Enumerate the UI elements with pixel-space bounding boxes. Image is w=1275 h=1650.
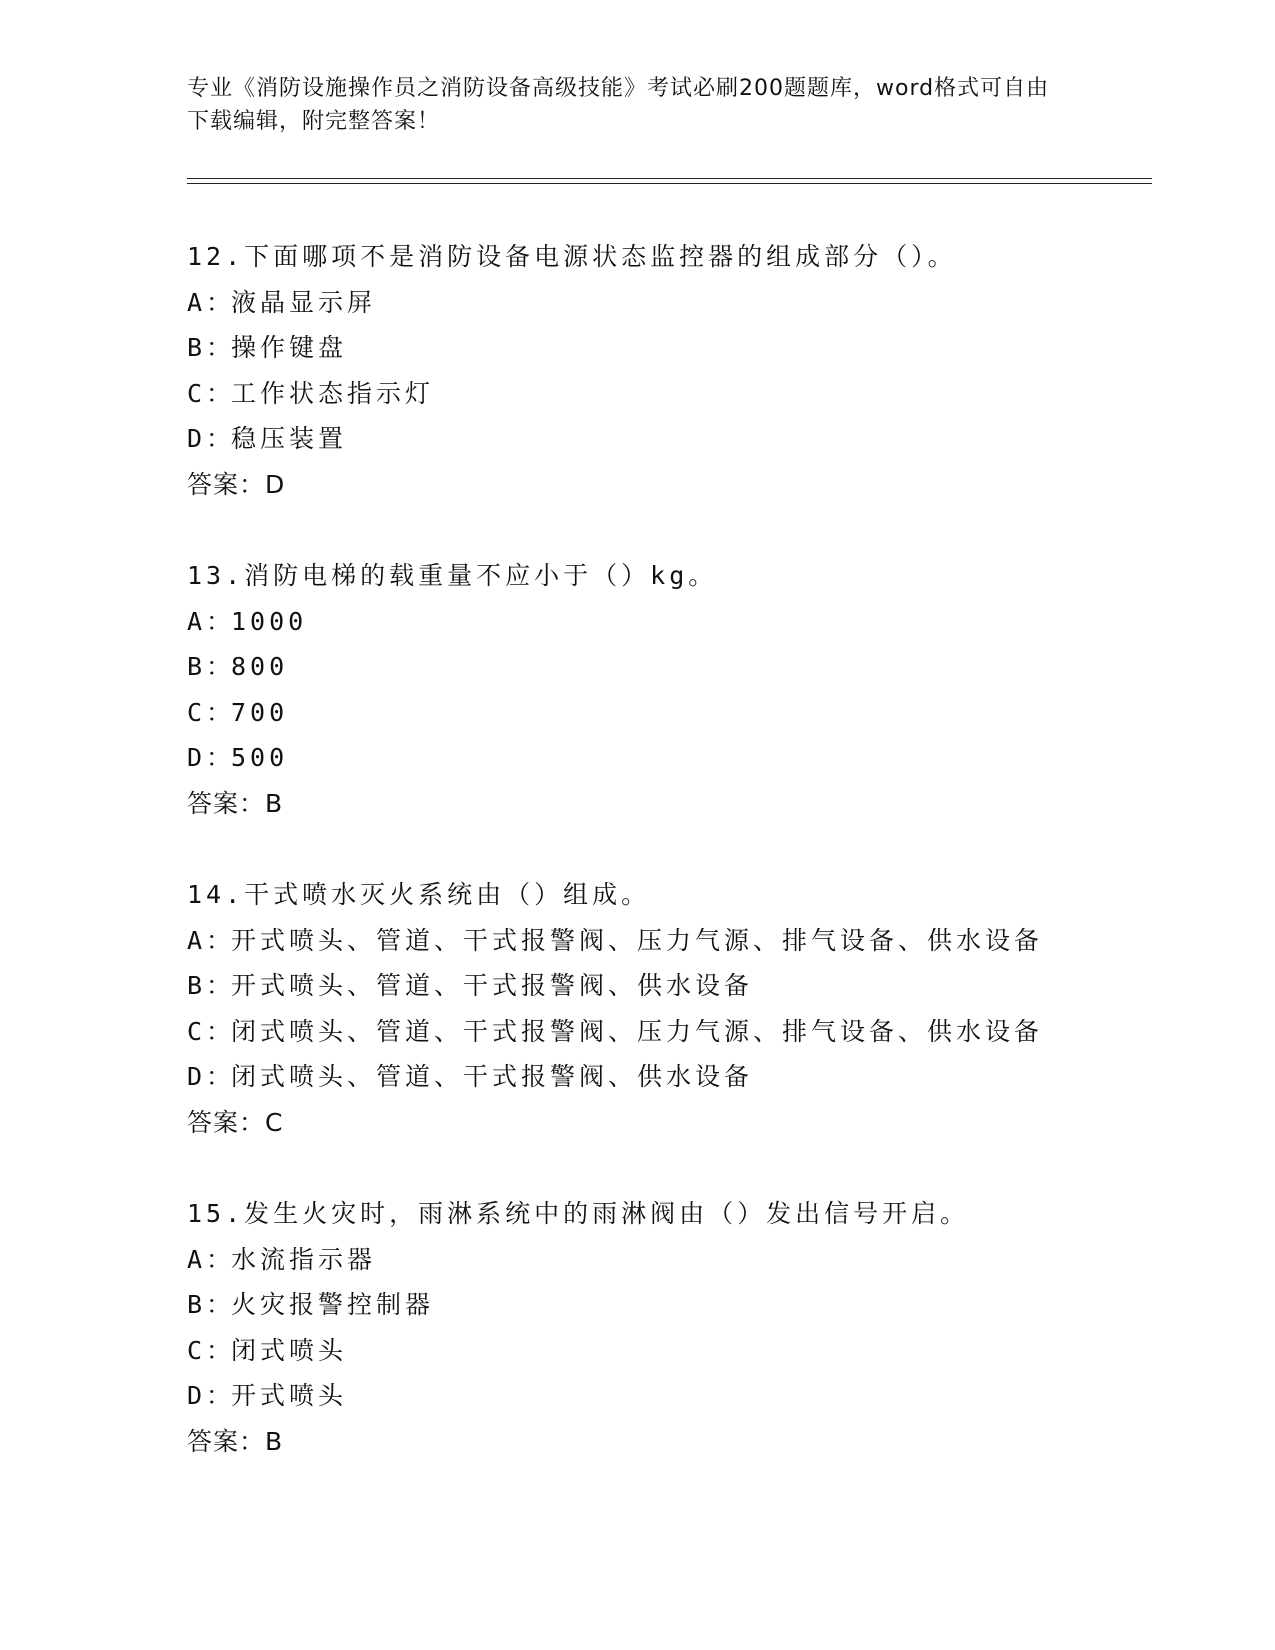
option-letter: C： — [187, 1335, 236, 1365]
option-text: 工作状态指示灯 — [231, 378, 435, 408]
option-d — [187, 416, 1167, 462]
option-a — [187, 1237, 1167, 1283]
option-b — [187, 1282, 1167, 1328]
question-stem: 13.消防电梯的载重量不应小于（）kg。 — [187, 561, 718, 590]
option-letter: D： — [187, 743, 236, 772]
header-divider-top — [187, 178, 1152, 179]
header-divider-bottom — [187, 183, 1152, 184]
option-d — [187, 1373, 1167, 1419]
question-13 — [187, 553, 1167, 826]
option-d — [187, 1054, 1167, 1100]
option-letter: A： — [187, 287, 236, 317]
answer-line: 答案：B — [187, 1426, 284, 1456]
question-12 — [187, 234, 1167, 507]
option-b — [187, 325, 1167, 371]
option-text: 1000 — [231, 606, 308, 636]
option-text: 700 — [231, 697, 289, 727]
option-a — [187, 280, 1167, 326]
option-letter: A： — [187, 1244, 236, 1274]
option-text: 开式喷头、管道、干式报警阀、压力气源、排气设备、供水设备 — [231, 925, 1044, 955]
option-letter: B： — [187, 333, 236, 362]
answer-line: 答案：C — [187, 1107, 284, 1137]
option-letter: D： — [187, 1381, 236, 1410]
option-letter: C： — [187, 1016, 236, 1046]
option-letter: A： — [187, 925, 236, 955]
document-header: 专业《消防设施操作员之消防设备高级技能》考试必刷200题题库，word格式可自由下载编辑，附完整答案！ — [187, 76, 1050, 134]
option-c — [187, 1328, 1167, 1374]
option-text: 开式喷头、管道、干式报警阀、供水设备 — [231, 971, 754, 1000]
option-c — [187, 1009, 1167, 1055]
option-b — [187, 644, 1167, 690]
question-stem: 14.干式喷水灭火系统由（）组成。 — [187, 880, 651, 909]
option-letter: C： — [187, 697, 236, 727]
option-letter: B： — [187, 652, 236, 681]
option-a — [187, 918, 1167, 964]
option-letter: D： — [187, 424, 236, 453]
option-b — [187, 963, 1167, 1009]
option-text: 闭式喷头、管道、干式报警阀、供水设备 — [231, 1062, 754, 1091]
option-letter: D： — [187, 1062, 236, 1091]
question-stem: 12.下面哪项不是消防设备电源状态监控器的组成部分（）。 — [187, 242, 957, 271]
option-letter: C： — [187, 378, 236, 408]
option-text: 开式喷头 — [231, 1381, 348, 1410]
option-text: 闭式喷头 — [231, 1335, 348, 1365]
option-letter: B： — [187, 971, 236, 1000]
option-c — [187, 371, 1167, 417]
answer-line: 答案：D — [187, 469, 286, 499]
question-14 — [187, 872, 1167, 1145]
option-a — [187, 599, 1167, 645]
option-c — [187, 690, 1167, 736]
option-text: 500 — [231, 743, 289, 772]
question-stem: 15.发生火灾时，雨淋系统中的雨淋阀由（）发出信号开启。 — [187, 1199, 970, 1228]
option-text: 闭式喷头、管道、干式报警阀、压力气源、排气设备、供水设备 — [231, 1016, 1044, 1046]
option-letter: B： — [187, 1290, 236, 1319]
option-text: 800 — [231, 652, 289, 681]
option-d — [187, 735, 1167, 781]
question-15 — [187, 1191, 1167, 1464]
option-text: 火灾报警控制器 — [231, 1290, 435, 1319]
option-text: 操作键盘 — [231, 333, 348, 362]
option-text: 液晶显示屏 — [231, 287, 377, 317]
question-list — [187, 234, 1167, 1510]
option-text: 稳压装置 — [231, 424, 348, 453]
option-text: 水流指示器 — [231, 1244, 377, 1274]
option-letter: A： — [187, 606, 236, 636]
answer-line: 答案：B — [187, 788, 284, 818]
